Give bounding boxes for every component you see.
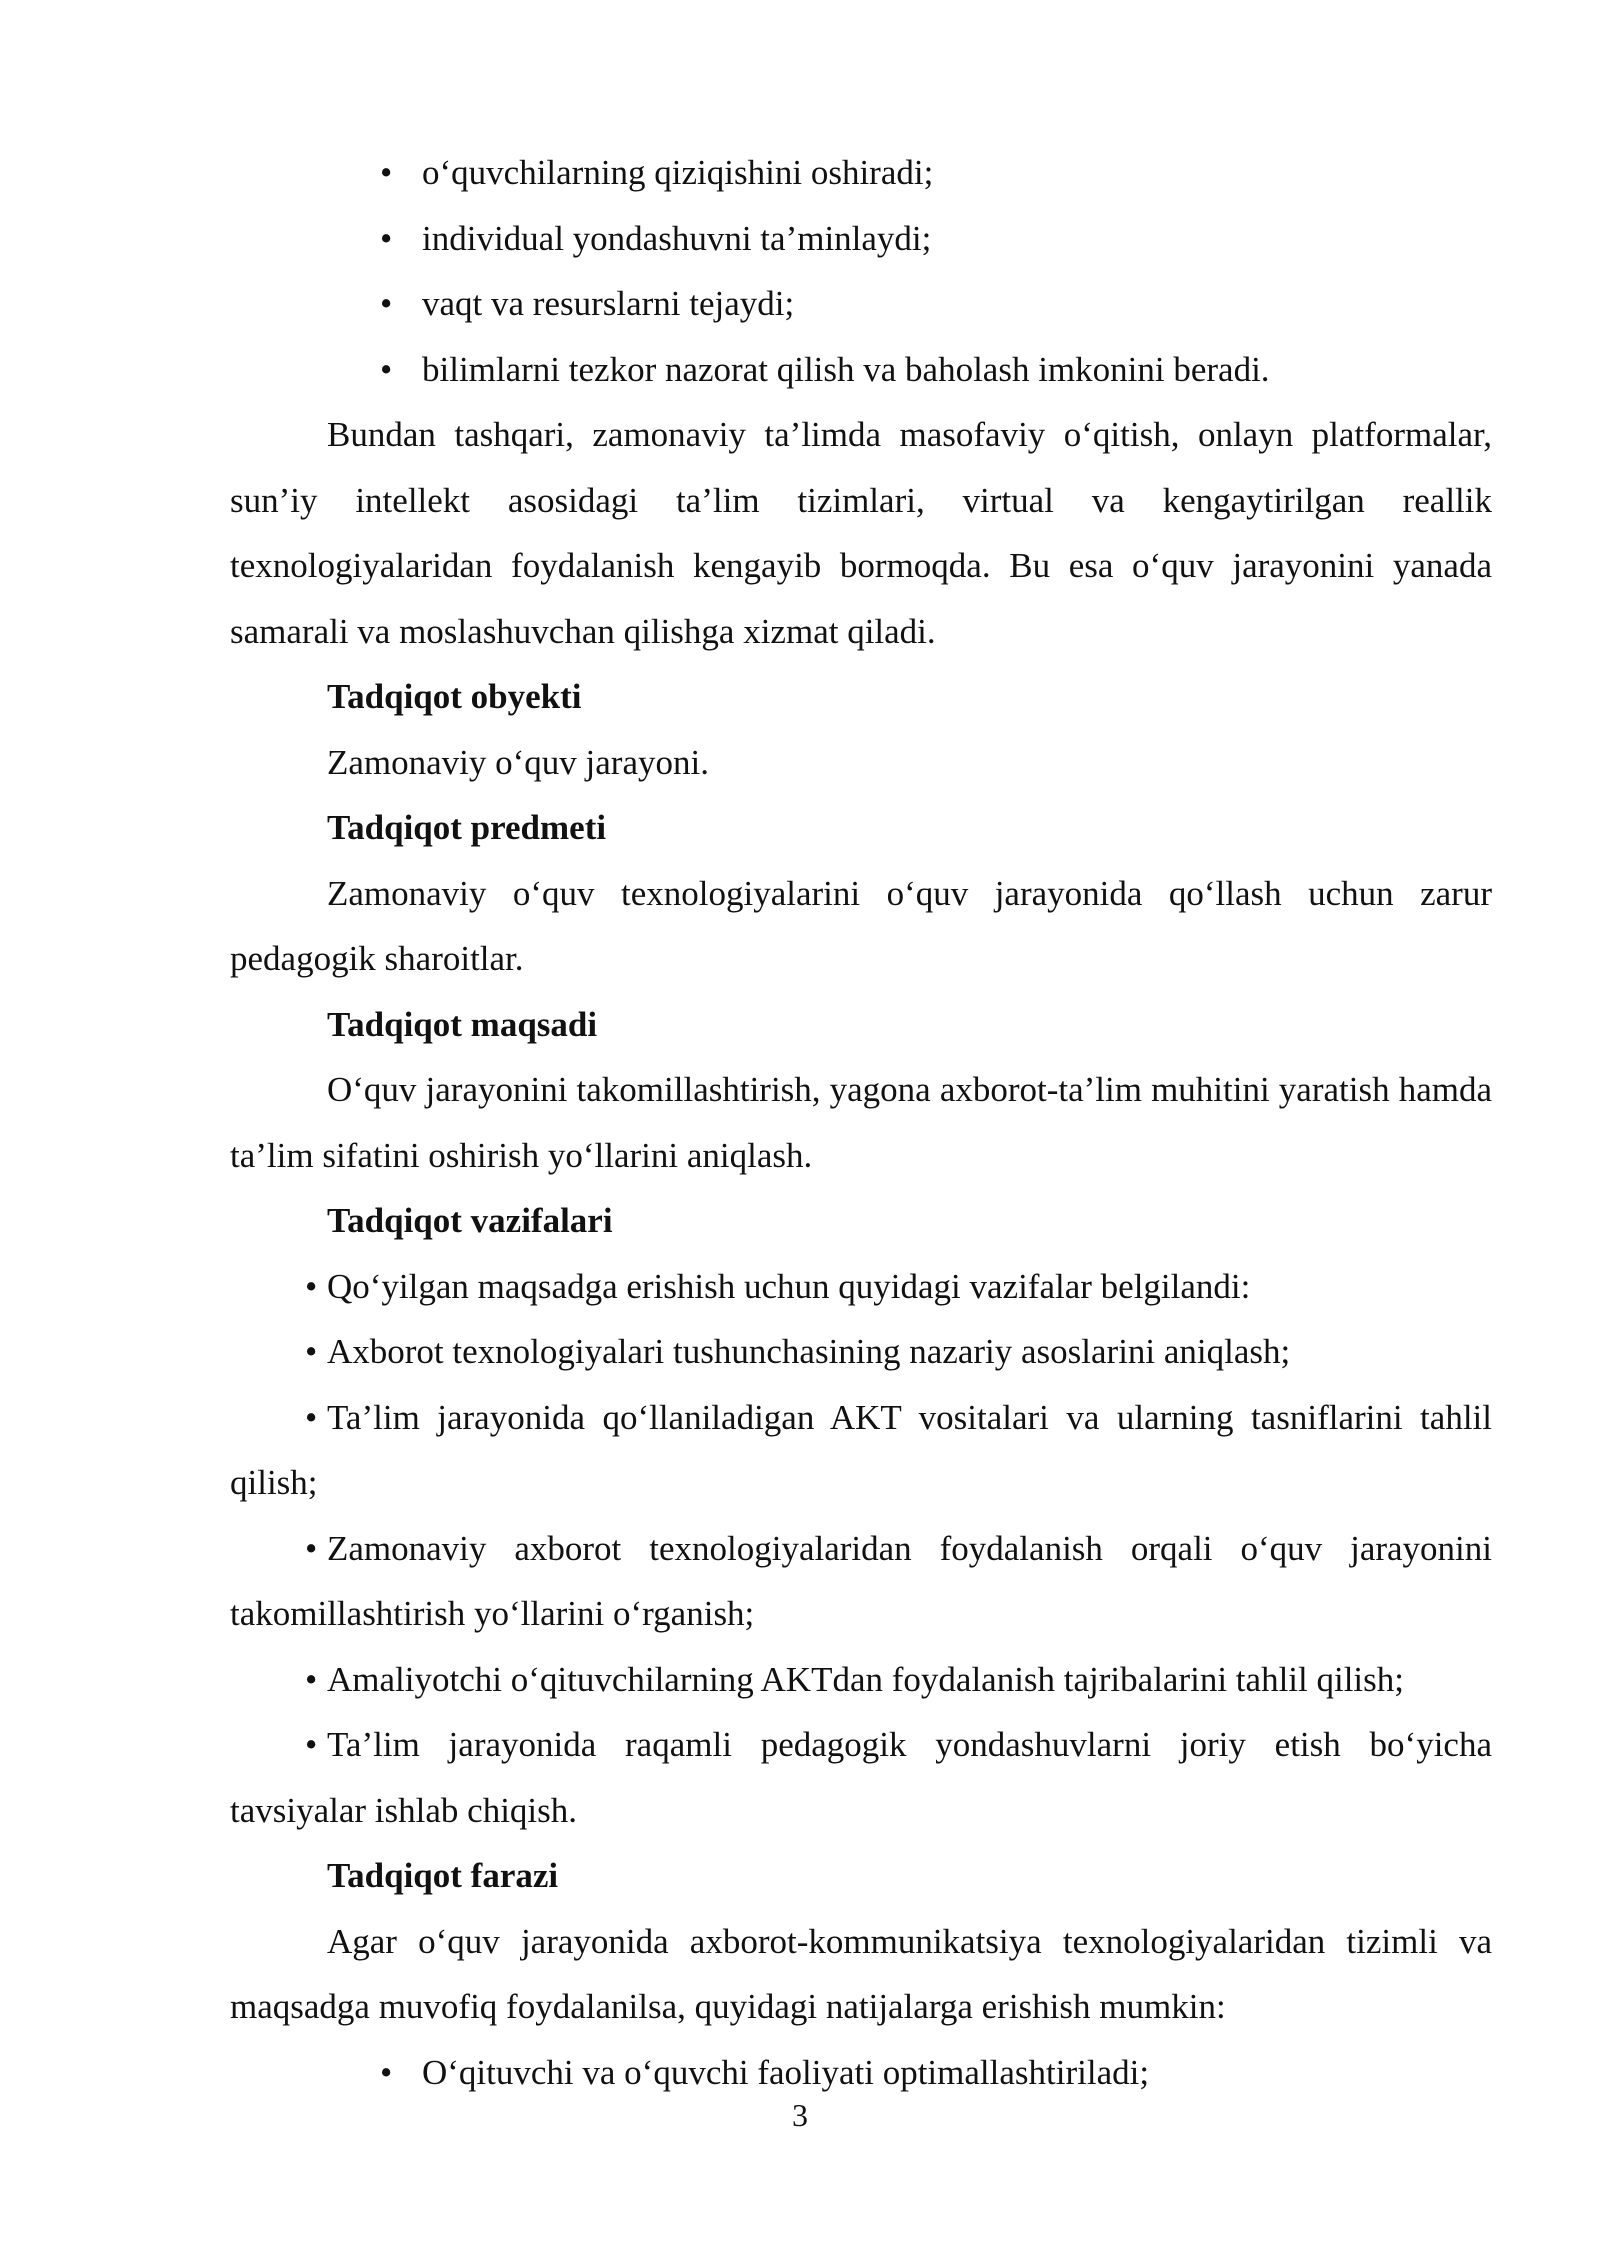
task-text: Amaliyotchi o‘qituvchilarning AKTdan foydalanish tajribalarini tahlil qilish; [327,1659,1405,1699]
bullet-text: vaqt va resurslarni tejaydi; [422,284,795,323]
task-item [230,1712,1492,1843]
task-text: Zamonaviy axborot texnologiyalaridan foydalanish orqali o‘quv jarayonini takomillashtirish yo‘llarini o‘rganish; [230,1528,1492,1633]
object-text: Zamonaviy o‘quv jarayoni. [327,742,709,782]
task-item [230,1254,1492,1320]
task-text: Axborot texnologiyalari tushunchasining nazariy asoslarini aniqlash; [327,1332,1291,1371]
page-number: 3 [792,2097,808,2133]
section-heading-subject: Tadqiqot predmeti [327,808,607,847]
task-item [230,1385,1492,1516]
bullet-text: bilimlarni tezkor nazorat qilish va baholash imkonini beradi. [422,349,1270,389]
task-item [230,1516,1492,1647]
bullet-item [230,337,1492,403]
bullet-text: O‘qituvchi va o‘quvchi faoliyati optimallashtiriladi; [422,2052,1150,2092]
task-text: Ta’lim jarayonida qo‘llaniladigan AKT vositalari va ularning tasniflarini tahlil qilish; [230,1397,1492,1502]
section-heading-tasks: Tadqiqot vazifalari [327,1201,613,1240]
bullet-dot: • [305,1659,318,1699]
bullet-dot: • [305,1528,318,1568]
bullet-dot: • [380,218,393,258]
section-heading-goal: Tadqiqot maqsadi [327,1004,598,1044]
bullet-dot: • [380,349,393,389]
hypothesis-text: Agar o‘quv jarayonida axborot-kommunikatsiya texnologiyalaridan tizimli va maqsadga muvofiq foydalanilsa, quyidagi natijalarga erishish mumkin: [230,1921,1492,2026]
bullet-dot: • [380,153,393,192]
bullet-dot: • [305,1266,318,1306]
task-item [230,1647,1492,1713]
goal-text: O‘quv jarayonini takomillashtirish, yagona axborot-ta’lim muhitini yaratish hamda ta’lim sifatini oshirish yo‘llarini aniqlash. [230,1070,1492,1175]
task-text: Qo‘yilgan maqsadga erishish uchun quyidagi vazifalar belgilandi: [327,1266,1251,1306]
bullet-dot: • [305,1725,318,1764]
bullet-dot: • [380,284,393,323]
subject-text: Zamonaviy o‘quv texnologiyalarini o‘quv jarayonida qo‘llash uchun zarur pedagogik sharoitlar. [230,873,1492,978]
bullet-item [230,206,1492,272]
document-page [230,140,1492,2105]
bullet-text: individual yondashuvni ta’minlaydi; [422,218,932,258]
bullet-item [230,140,1492,206]
task-text: Ta’lim jarayonida raqamli pedagogik yondashuvlarni joriy etish bo‘yicha tavsiyalar ishlab chiqish. [230,1725,1492,1830]
bullet-dot: • [305,1397,318,1437]
intro-paragraph: Bundan tashqari, zamonaviy ta’limda masofaviy o‘qitish, onlayn platformalar, sun’iy intellekt asosidagi ta’lim tizimlari, virtual va kengaytirilgan reallik texnologiyalaridan foydalanish kengayib bormoqda. Bu esa o‘quv jarayonini yanada samarali va moslashuvchan qilishga xizmat qiladi. [230,415,1492,651]
section-heading-hypothesis: Tadqiqot farazi [327,1856,559,1895]
section-heading-object: Tadqiqot obyekti [327,677,582,716]
bullet-dot: • [305,1332,318,1371]
bullet-text: o‘quvchilarning qiziqishini oshiradi; [422,153,934,192]
bullet-item [230,271,1492,337]
bullet-dot: • [380,2052,393,2092]
task-item [230,1319,1492,1385]
